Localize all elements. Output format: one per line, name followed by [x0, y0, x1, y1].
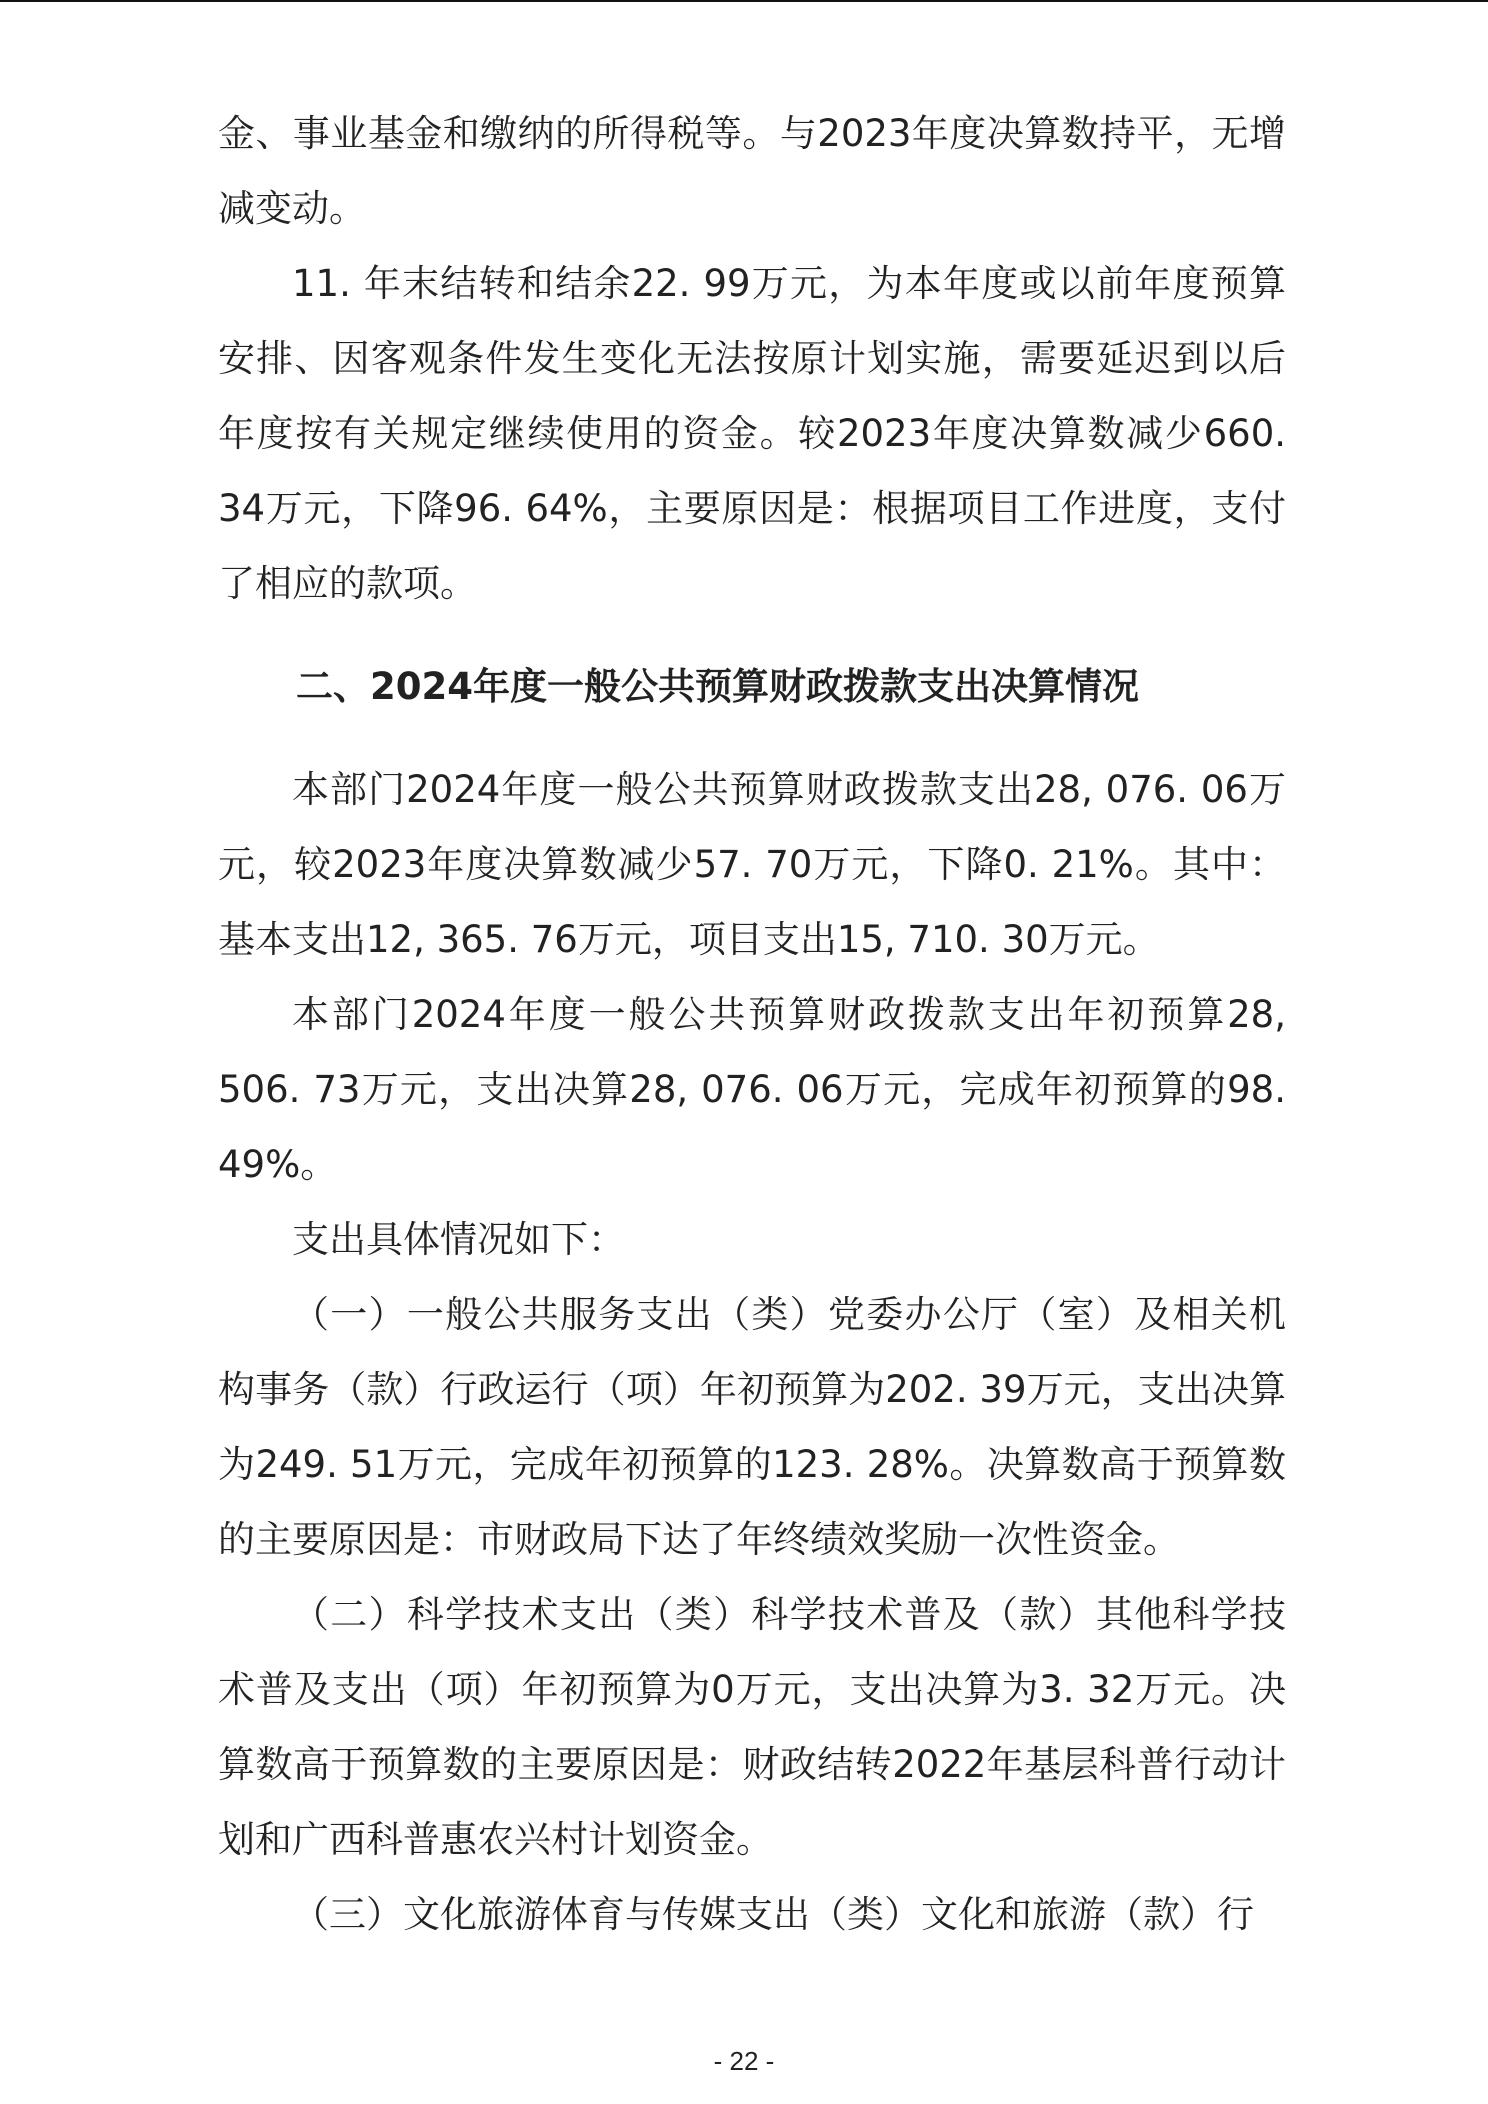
- paragraph-continuation: 金、事业基金和缴纳的所得税等。与2023年度决算数持平，无增减变动。: [218, 112, 1286, 230]
- top-border-line: [0, 0, 1488, 2]
- document-page-body: [218, 96, 1286, 1952]
- paragraph-item-11: 11. 年末结转和结余22. 99万元，为本年度或以前年度预算安排、因客观条件发生变化无法按原计划实施，需要延迟到以后年度按有关规定继续使用的资金。较2023年度决算数减少660. 34万元，下降96. 64%，主要原因是：根据项目工作进度，支付了相应的款项。: [218, 262, 1286, 605]
- paragraph-expenditure-total: 本部门2024年度一般公共预算财政拨款支出28, 076. 06万元，较2023年度决算数减少57. 70万元，下降0. 21%。其中：基本支出12, 365. 76万元，项目支出15, 710. 30万元。: [218, 768, 1286, 961]
- page-number: - 22 -: [713, 2046, 775, 2076]
- paragraph-item-2: （二）科学技术支出（类）科学技术普及（款）其他科学技术普及支出（项）年初预算为0万元，支出决算为3. 32万元。决算数高于预算数的主要原因是：财政结转2022年基层科普行动计划和广西科普惠农兴村计划资金。: [218, 1593, 1286, 1861]
- paragraph-item-3: （三）文化旅游体育与传媒支出（类）文化和旅游（款）行: [292, 1893, 1254, 1936]
- paragraph-budget-completion: 本部门2024年度一般公共预算财政拨款支出年初预算28, 506. 73万元，支出决算28, 076. 06万元，完成年初预算的98. 49%。: [218, 993, 1286, 1186]
- paragraph-details-intro: 支出具体情况如下：: [292, 1218, 625, 1261]
- section-heading: 二、2024年度一般公共预算财政拨款支出决算情况: [296, 665, 1139, 708]
- paragraph-item-1: （一）一般公共服务支出（类）党委办公厅（室）及相关机构事务（款）行政运行（项）年初预算为202. 39万元，支出决算为249. 51万元，完成年初预算的123. 28%。决算数高于预算数的主要原因是：市财政局下达了年终绩效奖励一次性资金。: [218, 1293, 1286, 1561]
